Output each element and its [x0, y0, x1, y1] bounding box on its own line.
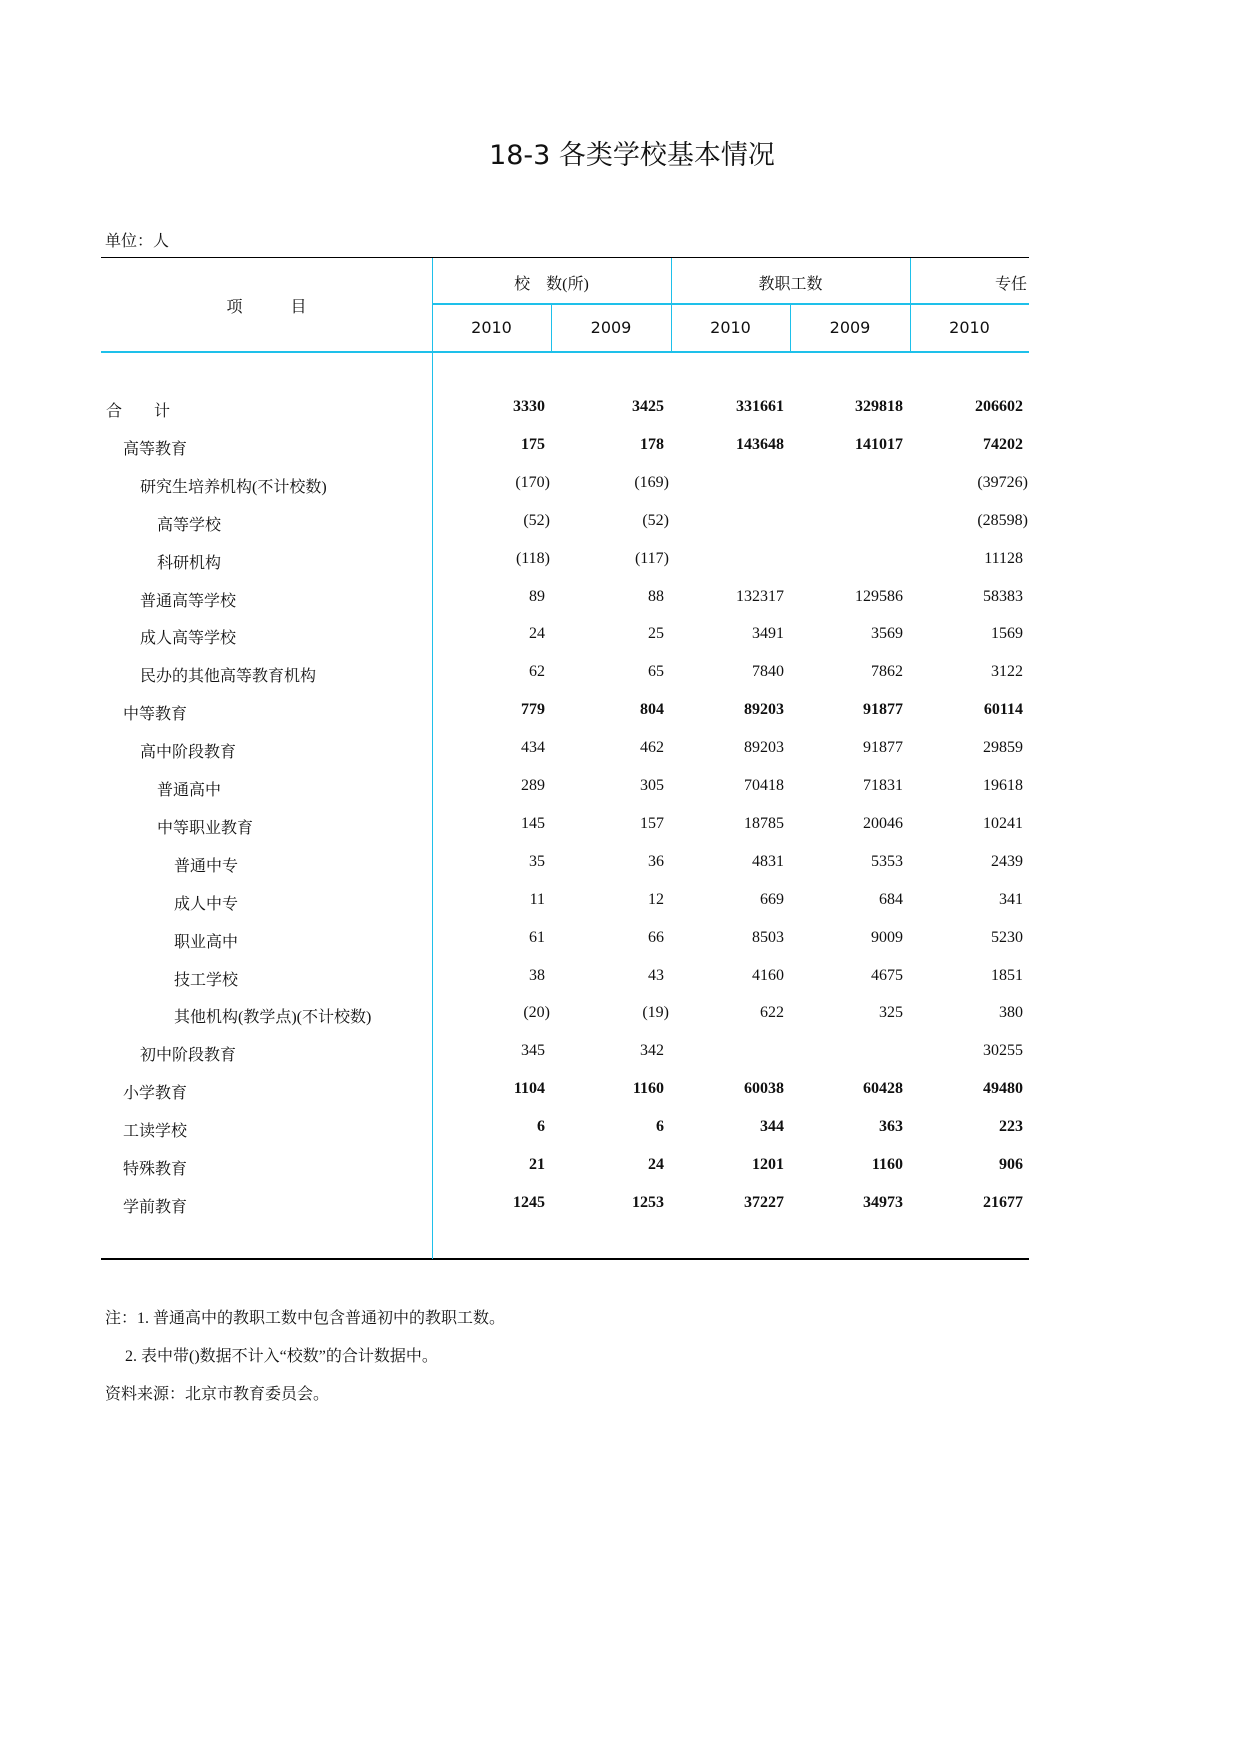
- row-value: 5353: [871, 852, 903, 870]
- row-label: 其他机构(教学点)(不计校数): [174, 1009, 372, 1027]
- row-value: 1104: [513, 1080, 545, 1098]
- row-value: 60114: [983, 701, 1023, 719]
- header-year: 2010: [471, 318, 512, 337]
- row-value: 5230: [991, 928, 1023, 946]
- row-value: 49480: [983, 1080, 1023, 1098]
- row-label: 小学教育: [123, 1085, 188, 1103]
- row-value: 74202: [983, 435, 1023, 453]
- row-value: 906: [999, 1156, 1023, 1173]
- row-label: 普通高等学校: [140, 592, 237, 610]
- row-value: 24: [529, 625, 545, 643]
- row-value: 206602: [975, 398, 1023, 415]
- footnote-2: 2. 表中带()数据不计入“校数”的合计数据中。: [105, 1348, 438, 1365]
- row-value: 3569: [871, 625, 903, 643]
- row-value: 66: [648, 928, 664, 946]
- row-value: 35: [529, 852, 545, 870]
- row-value: 8503: [752, 928, 784, 946]
- row-label: 普通高中: [157, 782, 222, 799]
- row-value: 11: [529, 890, 545, 908]
- unit-label: 单位：人: [105, 233, 170, 250]
- row-label: 普通中专: [174, 857, 239, 875]
- row-value: 344: [760, 1118, 784, 1136]
- row-value: 24: [648, 1156, 664, 1173]
- table-bottom-rule: [101, 1258, 1029, 1260]
- row-value: 3425: [632, 398, 664, 415]
- source-note: 资料来源：北京市教育委员会。: [105, 1386, 330, 1403]
- row-label: 高等教育: [123, 440, 188, 458]
- header-year: 2009: [590, 318, 632, 337]
- row-value: 143648: [736, 435, 784, 453]
- row-value: 1160: [632, 1080, 664, 1098]
- page-title: 18-3 各类学校基本情况: [489, 140, 775, 171]
- row-value: 329818: [855, 398, 903, 415]
- row-value: 37227: [744, 1193, 784, 1211]
- table-top-rule: [101, 257, 1029, 258]
- row-label: 初中阶段教育: [140, 1047, 237, 1065]
- row-value: 30255: [983, 1042, 1023, 1060]
- row-value: 175: [521, 435, 545, 453]
- row-value: (28598): [977, 511, 1028, 529]
- row-value: 3122: [991, 663, 1023, 681]
- row-value: 61: [529, 928, 545, 946]
- row-value: 434: [521, 739, 545, 757]
- row-value: 1201: [752, 1156, 784, 1173]
- row-value: 342: [640, 1042, 664, 1060]
- row-value: (20): [523, 1004, 550, 1022]
- row-value: 341: [999, 890, 1023, 908]
- row-label: 科研机构: [157, 554, 222, 572]
- row-value: 325: [879, 1004, 903, 1022]
- row-label: 研究生培养机构(不计校数): [140, 478, 327, 496]
- row-label: 高等学校: [157, 516, 222, 534]
- row-value: 60428: [863, 1080, 903, 1098]
- row-value: 331661: [736, 398, 784, 415]
- header-year: 2009: [829, 318, 871, 337]
- row-value: 25: [648, 625, 664, 643]
- row-value: 89: [529, 587, 545, 605]
- row-value: 70418: [744, 777, 784, 794]
- row-value: 380: [999, 1004, 1023, 1022]
- row-value: 58383: [983, 587, 1023, 605]
- row-value: 4675: [871, 966, 903, 984]
- row-value: 29859: [983, 739, 1023, 757]
- header-year: 2010: [949, 318, 990, 337]
- row-value: 1851: [991, 966, 1023, 984]
- row-value: 12: [648, 890, 664, 908]
- row-label: 合 计: [106, 403, 171, 420]
- row-value: 363: [879, 1118, 903, 1136]
- row-value: 3330: [513, 398, 545, 415]
- row-value: 684: [879, 890, 903, 908]
- row-label: 职业高中: [174, 933, 239, 951]
- row-value: 305: [640, 777, 664, 794]
- row-value: 462: [640, 739, 664, 757]
- row-value: 779: [521, 701, 545, 719]
- row-value: 88: [648, 587, 664, 605]
- row-value: 19618: [983, 777, 1023, 794]
- row-value: (170): [515, 473, 550, 491]
- row-value: (19): [642, 1004, 669, 1022]
- row-value: 1245: [513, 1193, 545, 1211]
- row-value: 21: [529, 1156, 545, 1173]
- row-value: 62: [529, 663, 545, 681]
- row-value: (169): [634, 473, 669, 491]
- row-label: 民办的其他高等教育机构: [140, 668, 317, 686]
- row-label: 成人高等学校: [140, 630, 237, 648]
- row-value: 1569: [991, 625, 1023, 643]
- row-value: (52): [523, 511, 550, 529]
- row-value: 89203: [744, 739, 784, 757]
- row-label: 学前教育: [123, 1198, 188, 1216]
- row-value: 43: [648, 966, 664, 984]
- row-value: 65: [648, 663, 664, 681]
- row-label: 中等职业教育: [157, 819, 254, 837]
- row-value: 9009: [871, 928, 903, 946]
- row-value: 1253: [632, 1193, 664, 1211]
- row-label: 特殊教育: [123, 1161, 188, 1178]
- row-value: 4831: [752, 852, 784, 870]
- row-value: 345: [521, 1042, 545, 1060]
- row-value: 38: [529, 966, 545, 984]
- header-school-count: 校 数(所): [514, 276, 589, 293]
- row-value: 129586: [855, 587, 903, 605]
- row-value: 145: [521, 814, 545, 832]
- row-value: 6: [537, 1118, 545, 1136]
- row-value: 223: [999, 1118, 1023, 1136]
- row-value: 21677: [983, 1193, 1023, 1211]
- row-label: 成人中专: [174, 895, 239, 913]
- row-value: 36: [648, 852, 664, 870]
- row-value: 18785: [744, 814, 784, 832]
- row-value: (117): [634, 549, 669, 567]
- footnote-1: 注：1. 普通高中的教职工数中包含普通初中的教职工数。: [105, 1310, 506, 1327]
- row-value: (52): [642, 511, 669, 529]
- header-staff-count: 教职工数: [758, 276, 823, 293]
- row-value: 2439: [991, 852, 1023, 870]
- row-value: 6: [656, 1118, 664, 1136]
- row-value: 71831: [863, 777, 903, 794]
- header-year: 2010: [710, 318, 751, 337]
- row-label: 技工学校: [174, 971, 239, 989]
- row-value: 4160: [752, 966, 784, 984]
- row-value: 157: [640, 814, 664, 832]
- row-value: 91877: [863, 739, 903, 757]
- row-value: 89203: [744, 701, 784, 719]
- row-value: 7862: [871, 663, 903, 681]
- row-value: 132317: [736, 587, 784, 605]
- row-value: 289: [521, 777, 545, 794]
- header-fulltime: 专任: [994, 276, 1027, 293]
- header-mid-rule: [432, 303, 1029, 305]
- row-value: 11128: [984, 549, 1023, 567]
- row-label: 中等教育: [123, 706, 188, 724]
- row-value: (118): [515, 549, 550, 567]
- row-label: 高中阶段教育: [140, 744, 237, 762]
- row-value: 7840: [752, 663, 784, 681]
- row-value: 3491: [752, 625, 784, 643]
- row-value: 669: [760, 890, 784, 908]
- row-value: 34973: [863, 1193, 903, 1211]
- header-item: 项 目: [226, 299, 307, 316]
- row-value: 1160: [871, 1156, 903, 1173]
- row-value: 60038: [744, 1080, 784, 1098]
- row-label: 工读学校: [123, 1123, 188, 1141]
- header-bottom-rule: [101, 351, 1029, 353]
- row-value: 141017: [855, 435, 903, 453]
- row-value: 10241: [983, 814, 1023, 832]
- row-value: 804: [640, 701, 664, 719]
- row-value: 178: [640, 435, 664, 453]
- row-value: (39726): [977, 473, 1028, 491]
- row-value: 20046: [863, 814, 903, 832]
- row-value: 622: [760, 1004, 784, 1022]
- row-value: 91877: [863, 701, 903, 719]
